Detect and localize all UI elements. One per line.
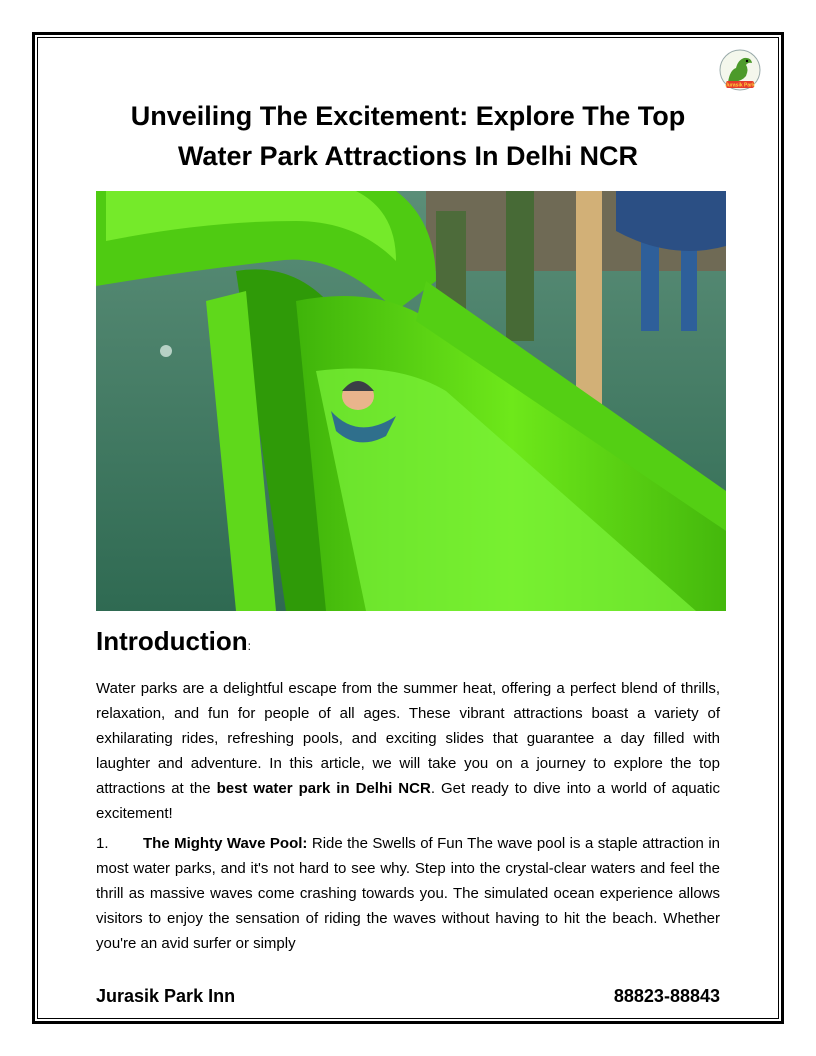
intro-text-after: . Get ready to dive into a world of aquatic excitement! — [96, 780, 720, 822]
page-title: Unveiling The Excitement: Explore The Top Water Park Attractions In Delhi NCR — [130, 101, 686, 171]
list-item-wave-pool — [96, 831, 720, 956]
introduction-paragraph — [96, 676, 720, 826]
heading-colon: : — [247, 639, 251, 653]
footer-company-name: Jurasik Park Inn — [96, 986, 236, 1006]
dinosaur-logo-icon — [718, 48, 762, 94]
introduction-heading-text: Introduction — [96, 626, 248, 656]
logo-caption: Jurasik Park — [725, 82, 755, 89]
list-item-text: Ride the Swells of Fun The wave pool is a staple attraction in most water parks, and it's not hard to see why. Step into the crystal-clear waters and feel the thrill as massive waves come crashing towards you. The simulated ocean experience allows visitors to enjoy the sensation of riding the waves without having to hit the beach. Whether you're an avid surfer or simply — [96, 835, 720, 952]
footer-phone-number: 88823-88843 — [613, 986, 720, 1006]
water-slide-photo — [96, 191, 726, 611]
water-park-link[interactable]: best water park in Delhi NCR — [216, 780, 431, 797]
introduction-heading — [96, 626, 251, 657]
list-item-number: 1. — [96, 835, 109, 852]
list-item-title: The Mighty Wave Pool: — [143, 835, 308, 852]
intro-text-before: Water parks are a delightful escape from the summer heat, offering a perfect blend of thrills, relaxation, and fun for people of all ages. These vibrant attractions boast a variety of exhilarating rides, refreshing pools, and exciting slides that guarantee a day filled with laughter and adventure. In this article, we will take you on a journey to explore the top attractions at the — [96, 680, 720, 797]
page-footer — [96, 986, 720, 1007]
